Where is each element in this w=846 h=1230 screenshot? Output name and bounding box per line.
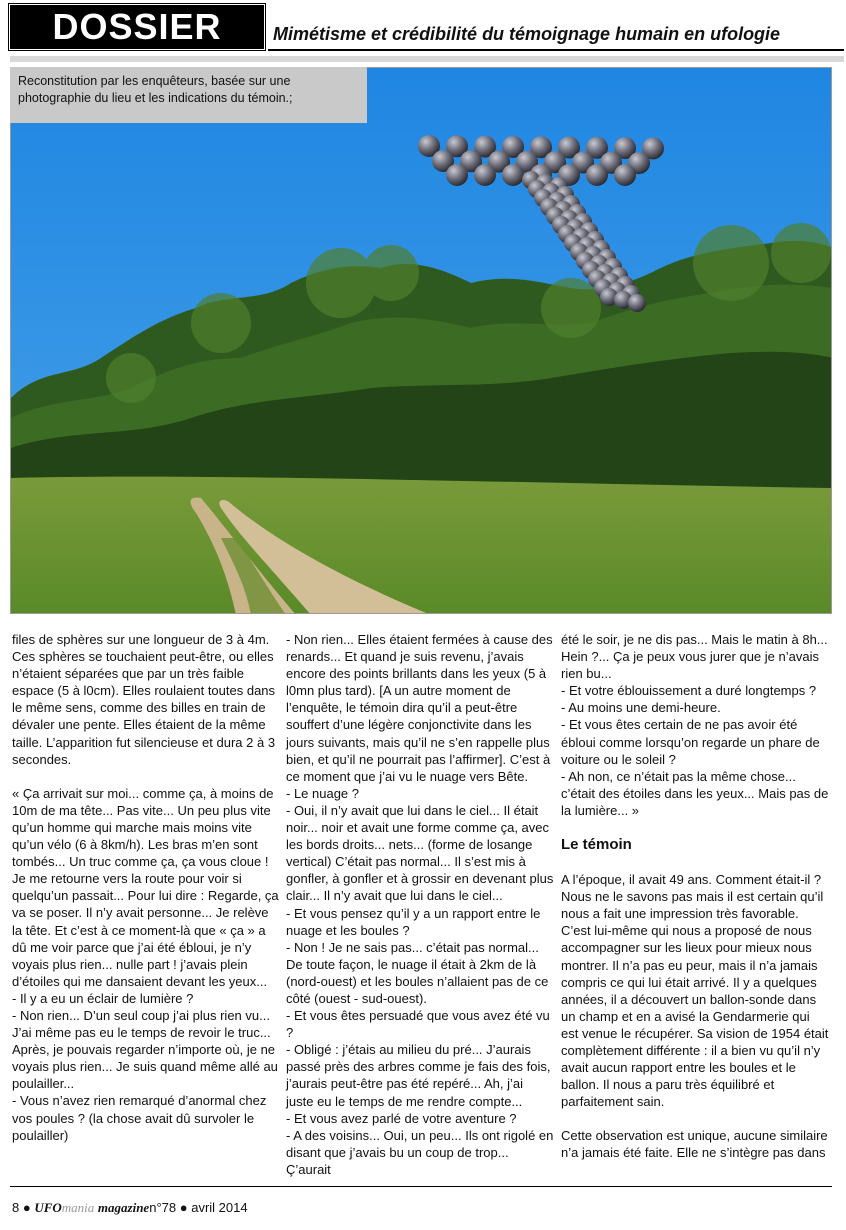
footer-rule (10, 1186, 832, 1187)
col1-paragraph-2: « Ça arrivait sur moi... comme ça, à moins de 10m de ma tête... Pas vite... Un peu plus vite qu’un homme qui marche mais moins vite qu’un vélo (6 à 8km/h). Les bras m’en sont tombés... Un truc comme ça, ça vous cloue ! Je me retourne vers la route pour voir si quelqu’un passait... Pour lui dire : Regarde, ça va se poser. Il n’y avait personne... Je relève la tête. Et c’est à ce moment-là que « ça » a dû me voir parce que j’ai été ébloui, je n’y voyais plus rien... nulle part ! j’avais plein d’étoiles qui me dansaient devant les yeux... - Il y a eu un éclair de lumière ? - Non rien... D’un seul coup j’ai plus rien vu... J’ai même pas eu le temps de revoir le truc... Après, je pouvais regarder n’importe où, je ne voyais plus rien... Je suis quand même allé au poulailler... - Vous n’avez rien remarqué d’anormal chez vos poules ? (la chose avait dû survoler le poulailler) (12, 785, 279, 1143)
sphere (614, 164, 636, 186)
issue-number: n°78 (149, 1200, 177, 1215)
sphere (586, 164, 608, 186)
sphere (502, 164, 524, 186)
photo-illustration (11, 68, 832, 614)
issue-date: avril 2014 (191, 1200, 248, 1215)
header-band (10, 56, 844, 62)
footer-bullet-1: ● (22, 1200, 31, 1215)
page-number: 8 (12, 1200, 20, 1215)
sphere (628, 294, 646, 312)
col2-paragraph-1: - Non rien... Elles étaient fermées à cause des renards... Et quand je suis revenu, j’avais encore des points brillants dans les yeux (5 à l0mn plus tard). [A un autre moment de l’enquête, le témoin dira qu’il a peut-être souffert d’une légère conjonctivite dans les jours suivants, mais qu’il ne s’en rappelle plus bien, et qu’il ne pourrait pas l’affirmer]. C’est à ce moment que j’ai vu le nuage vers Bête. - Le nuage ? - Oui, il n’y avait que lui dans le ciel... Il était noir... noir et avait une forme comme ça, avec les bords droits... nets... (forme de losange vertical) C’était pas normal... Il s’est mis à gonfler, à gonfler et à grossir en devenant plus clair... Il n’y avait que lui dans le ciel... - Et vous pensez qu’il y a un rapport entre le nuage et les boules ? - Non ! Je ne sais pas... c’était pas normal... De toute façon, le nuage il était à 2km de là (nord-ouest) et les boules n’allaient pas de ce côté (ouest - sud-ouest). - Et vous êtes persuadé que vous avez été vu ? - Obligé : j’étais au milieu du pré... J’aurais passé près des arbres comme je fais des fois, j’aurais peut-être pas été repéré... Ah, j’ai juste eu le temps de me rendre compte... - Et vous avez parlé de votre aventure ? - A des voisins... Oui, un peu... Ils ont rigolé en disant que j’avais bu un coup de trop... Ç’aurait (286, 632, 554, 1177)
article-title: Mimétisme et crédibilité du témoignage humain en ufologie (273, 24, 781, 44)
figure-caption: Reconstitution par les enquêteurs, basée sur une photographie du lieu et les indications du témoin.; (10, 67, 367, 123)
brand-mania: mania (61, 1200, 95, 1215)
sphere (446, 164, 468, 186)
meadow (11, 477, 832, 614)
page-footer (12, 1200, 248, 1216)
sphere (474, 164, 496, 186)
col1-paragraph-1: files de sphères sur une longueur de 3 à 4m. Ces sphères se touchaient peut-être, ou elles n’étaient séparées que par un très faible espace (5 à l0cm). Elles roulaient toutes dans le même sens, comme des billes en train de dévaler une pente. Elles étaient de la même taille. L’apparition fut silencieuse et dura 2 à 3 secondes. (12, 632, 276, 767)
section-label-box (10, 5, 264, 49)
col3-paragraph-2: A l’époque, il avait 49 ans. Comment était-il ? Nous ne le savons pas mais il est certain qu’il nous a fait une impression très favorable. C’est lui-même qui nous a proposé de nous accompagner sur les lieux pour mieux nous montrer. Il n’a pas eu peur, mais il n’a jamais compris ce qui lui était arrivé. Il y a quelques années, il a découvert un ballon-sonde dans un champ et en a avisé la Gendarmerie qui est venue le récupérer. Sa vision de 1954 était complètement différente : il a bien vu qu’il n’y avait aucun rapport entre les boules et le ballon. Il nous a paru très équilibré et parfaitement sain. (561, 872, 829, 1110)
reconstruction-photo (10, 67, 832, 614)
section-heading-le-temoin: Le témoin (561, 836, 632, 854)
footer-bullet-2: ● (179, 1200, 188, 1215)
column-3 (561, 631, 829, 1162)
column-2 (286, 631, 554, 1178)
brand-magazine: magazine (97, 1200, 150, 1215)
col3-paragraph-3: Cette observation est unique, aucune similaire n’a jamais été faite. Elle ne s’intègre pas dans (561, 1128, 828, 1161)
col3-paragraph-1: été le soir, je ne dis pas... Mais le matin à 8h... Hein ?... Ça je peux vous jurer que je n’avais rien bu... - Et votre éblouissement a duré longtemps ? - Au moins une demi-heure. - Et vous êtes certain de ne pas avoir été ébloui comme lorsqu’on regarde un phare de voiture ou le soleil ? - Ah non, ce n’était pas la même chose... c’était des étoiles dans les yeux... Mais pas de la lumière... » (561, 632, 829, 818)
column-1 (12, 631, 280, 1144)
header-rule (268, 49, 844, 51)
brand-ufo: UFO (34, 1200, 62, 1215)
section-label: DOSSIER (52, 6, 222, 47)
